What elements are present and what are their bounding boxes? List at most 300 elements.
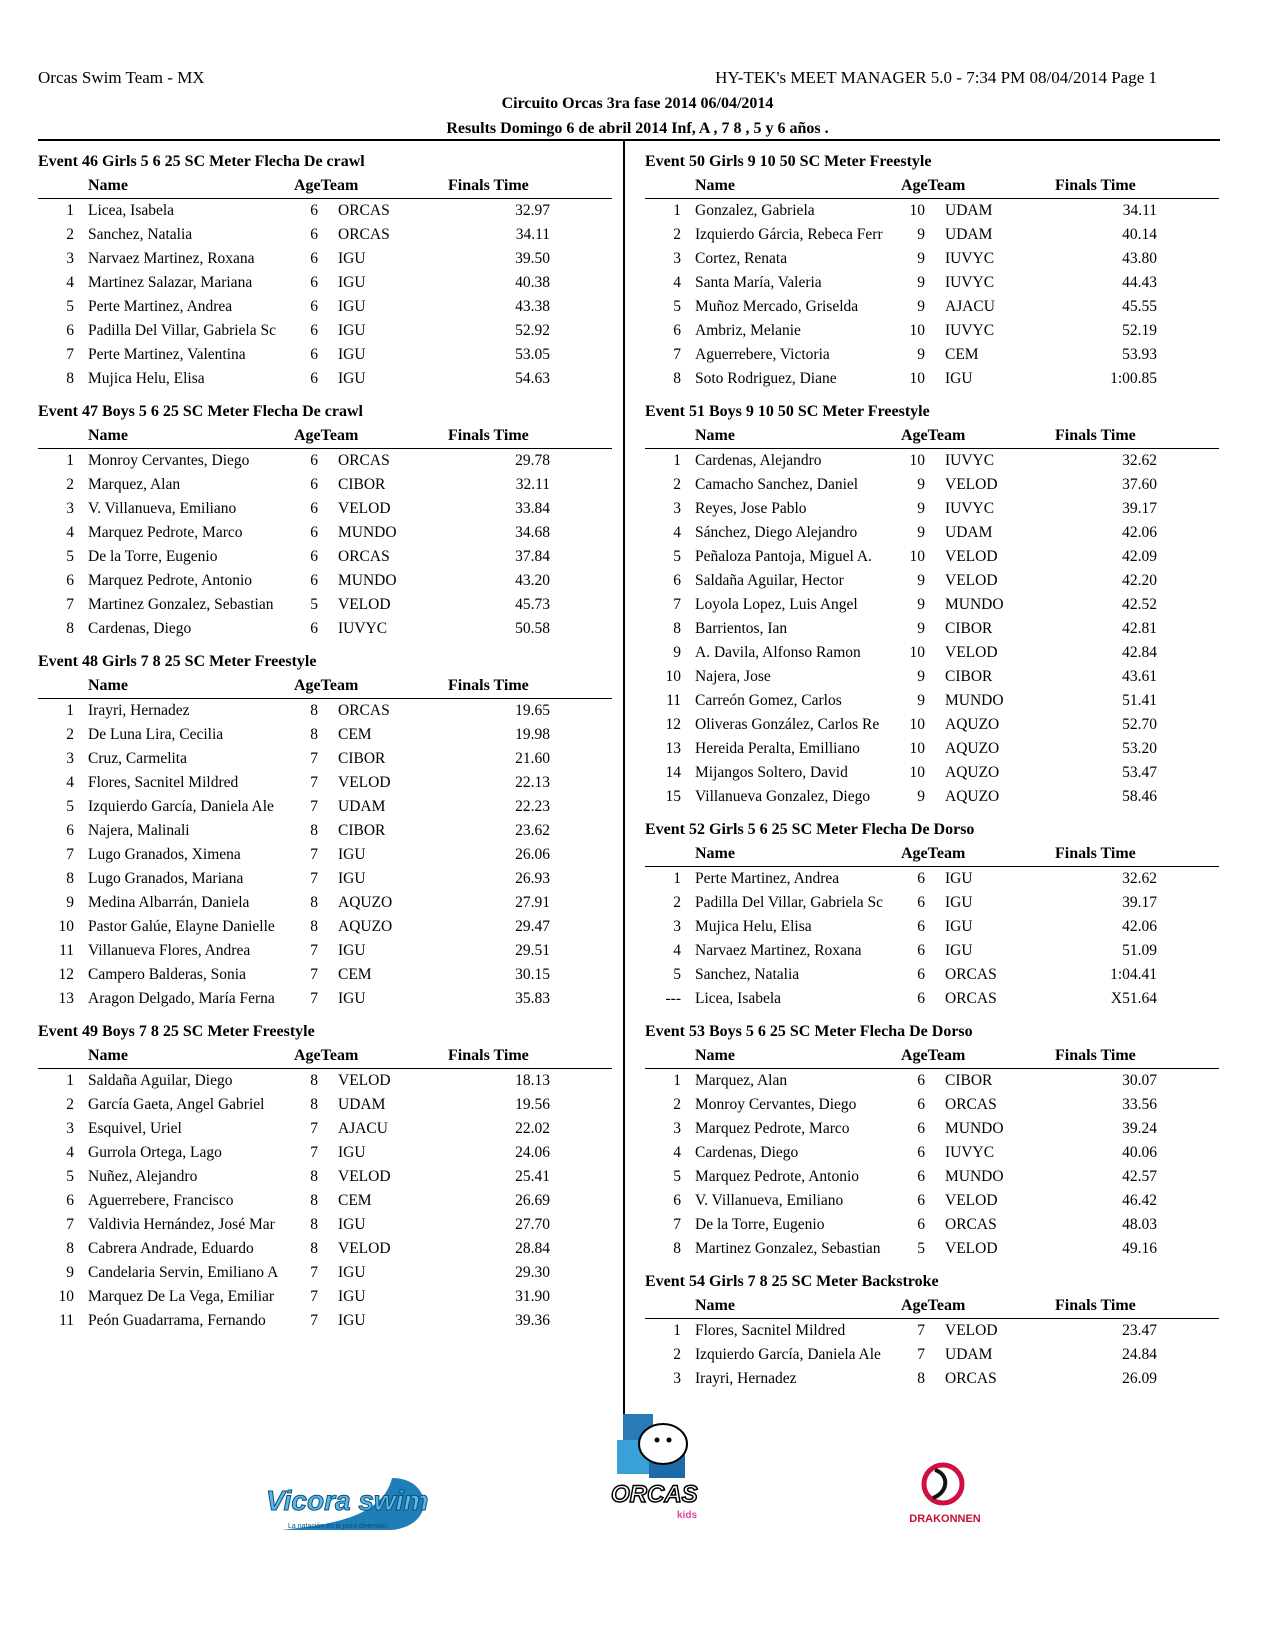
- result-row: [38, 819, 612, 843]
- age: 6: [310, 298, 318, 315]
- age: 6: [917, 1168, 925, 1185]
- result-row: [645, 521, 1219, 545]
- swimmer-name: Licea, Isabela: [695, 990, 782, 1007]
- place: 2: [673, 894, 681, 911]
- place: 7: [673, 596, 681, 613]
- place: 1: [673, 202, 681, 219]
- result-row: [38, 963, 612, 987]
- event-title: Event 50 Girls 9 10 50 SC Meter Freestyle: [645, 153, 932, 170]
- finals-time: 19.98: [515, 726, 550, 743]
- team: IGU: [338, 274, 366, 291]
- finals-time: 40.06: [1122, 1144, 1157, 1161]
- finals-time: 53.05: [515, 346, 550, 363]
- orca-mascot-icon: [639, 1424, 687, 1464]
- team: VELOD: [945, 644, 998, 661]
- age: 6: [310, 476, 318, 493]
- finals-time: 28.84: [515, 1240, 550, 1257]
- finals-time: 40.38: [515, 274, 550, 291]
- place: 6: [66, 822, 74, 839]
- swimmer-name: Monroy Cervantes, Diego: [88, 452, 250, 469]
- swimmer-name: Nuñez, Alejandro: [88, 1168, 198, 1185]
- age: 8: [310, 1072, 318, 1089]
- header-age-team: AgeTeam: [294, 427, 359, 444]
- place: 12: [665, 716, 681, 733]
- age: 9: [917, 226, 925, 243]
- finals-time: 34.68: [515, 524, 550, 541]
- finals-time: 32.11: [515, 476, 550, 493]
- column-divider: [623, 140, 625, 1452]
- finals-time: 37.60: [1122, 476, 1157, 493]
- place: 2: [66, 1096, 74, 1113]
- finals-time: 53.47: [1122, 764, 1157, 781]
- age: 7: [310, 1144, 318, 1161]
- age: 6: [917, 918, 925, 935]
- result-row: [645, 1141, 1219, 1165]
- finals-time: 42.57: [1122, 1168, 1157, 1185]
- event-block: [645, 818, 1219, 1011]
- team: AQUZO: [945, 740, 1000, 757]
- result-row: [645, 1093, 1219, 1117]
- swimmer-name: Sanchez, Natalia: [88, 226, 193, 243]
- finals-time: X51.64: [1110, 990, 1157, 1007]
- place: 7: [66, 596, 74, 613]
- team: ORCAS: [338, 452, 390, 469]
- age: 7: [310, 870, 318, 887]
- place: 5: [673, 298, 681, 315]
- finals-time: 43.20: [515, 572, 550, 589]
- event-title: Event 48 Girls 7 8 25 SC Meter Freestyle: [38, 653, 317, 670]
- swimmer-name: Hereida Peralta, Emilliano: [695, 740, 860, 757]
- result-row: [38, 771, 612, 795]
- place: 8: [66, 870, 74, 887]
- finals-time: 51.41: [1122, 692, 1157, 709]
- team: IGU: [338, 1264, 366, 1281]
- finals-time: 19.65: [515, 702, 550, 719]
- place: 6: [66, 322, 74, 339]
- finals-time: 23.62: [515, 822, 550, 839]
- header-name: Name: [695, 1047, 735, 1064]
- result-row: [645, 449, 1219, 473]
- result-row: [645, 737, 1219, 761]
- swimmer-name: Flores, Sacnitel Mildred: [88, 774, 239, 791]
- swimmer-name: Narvaez Martinez, Roxana: [695, 942, 862, 959]
- result-row: [38, 449, 612, 473]
- age: 6: [310, 226, 318, 243]
- event-block: [645, 1020, 1219, 1261]
- result-row: [645, 1213, 1219, 1237]
- place: 1: [673, 1072, 681, 1089]
- finals-time: 22.13: [515, 774, 550, 791]
- finals-time: 32.62: [1122, 870, 1157, 887]
- result-row: [38, 795, 612, 819]
- drakonnen-logo-text: DRAKONNEN: [909, 1513, 981, 1525]
- place: 2: [66, 226, 74, 243]
- swimmer-name: Peón Guadarrama, Fernando: [88, 1312, 266, 1329]
- age: 7: [310, 798, 318, 815]
- swimmer-name: Saldaña Aguilar, Diego: [88, 1072, 233, 1089]
- age: 6: [310, 620, 318, 637]
- team: IUVYC: [945, 1144, 995, 1161]
- team: MUNDO: [338, 524, 397, 541]
- header-age-team: AgeTeam: [901, 177, 966, 194]
- place: 15: [665, 788, 681, 805]
- event-title: Event 46 Girls 5 6 25 SC Meter Flecha De crawl: [38, 153, 365, 170]
- team: IUVYC: [945, 452, 995, 469]
- event-block: [645, 400, 1219, 809]
- finals-time: 31.90: [515, 1288, 550, 1305]
- team: CIBOR: [338, 476, 386, 493]
- result-row: [645, 1237, 1219, 1261]
- result-row: [645, 367, 1219, 391]
- event-title: Event 53 Boys 5 6 25 SC Meter Flecha De Dorso: [645, 1023, 973, 1040]
- header-name: Name: [695, 177, 735, 194]
- team: VELOD: [945, 548, 998, 565]
- age: 7: [310, 942, 318, 959]
- team: IUVYC: [945, 322, 995, 339]
- result-row: [645, 689, 1219, 713]
- report-team-name: Orcas Swim Team - MX: [38, 68, 205, 87]
- header-age-team: AgeTeam: [901, 1297, 966, 1314]
- team: AQUZO: [338, 918, 393, 935]
- finals-time: 42.81: [1122, 620, 1157, 637]
- age: 8: [310, 918, 318, 935]
- result-row: [38, 1165, 612, 1189]
- finals-time: 24.84: [1122, 1346, 1157, 1363]
- result-row: [38, 1141, 612, 1165]
- swimmer-name: Aguerrebere, Victoria: [695, 346, 830, 363]
- place: 14: [665, 764, 681, 781]
- result-row: [645, 891, 1219, 915]
- place: 4: [66, 274, 74, 291]
- team: VELOD: [945, 1240, 998, 1257]
- header-age-team: AgeTeam: [901, 1047, 966, 1064]
- header-age-team: AgeTeam: [901, 845, 966, 862]
- header-name: Name: [695, 427, 735, 444]
- age: 7: [310, 750, 318, 767]
- age: 6: [310, 500, 318, 517]
- swimmer-name: Marquez De La Vega, Emiliar: [88, 1288, 275, 1305]
- swimmer-name: Cardenas, Alejandro: [695, 452, 822, 469]
- team: IGU: [338, 846, 366, 863]
- age: 6: [310, 452, 318, 469]
- result-row: [38, 1069, 612, 1093]
- team: VELOD: [945, 476, 998, 493]
- result-row: [645, 343, 1219, 367]
- result-row: [38, 1213, 612, 1237]
- age: 9: [917, 298, 925, 315]
- header-age-team: AgeTeam: [901, 427, 966, 444]
- finals-time: 39.17: [1122, 500, 1157, 517]
- header-name: Name: [695, 1297, 735, 1314]
- result-row: [645, 199, 1219, 223]
- place: 8: [66, 370, 74, 387]
- team: AQUZO: [945, 764, 1000, 781]
- result-row: [645, 223, 1219, 247]
- event-block: [38, 150, 612, 391]
- place: 1: [66, 452, 74, 469]
- finals-time: 42.06: [1122, 918, 1157, 935]
- age: 8: [310, 894, 318, 911]
- swimmer-name: Reyes, Jose Pablo: [695, 500, 807, 517]
- swimmer-name: De Luna Lira, Cecilia: [88, 726, 224, 743]
- swimmer-name: Camacho Sanchez, Daniel: [695, 476, 859, 493]
- finals-time: 26.09: [1122, 1370, 1157, 1387]
- event-block: [38, 1020, 612, 1333]
- result-row: [38, 867, 612, 891]
- swimmer-name: De la Torre, Eugenio: [88, 548, 218, 565]
- team: CIBOR: [945, 1072, 993, 1089]
- orcas-logo: [605, 1410, 715, 1526]
- age: 6: [917, 1216, 925, 1233]
- header-name: Name: [88, 177, 128, 194]
- swimmer-name: Sánchez, Diego Alejandro: [695, 524, 858, 541]
- result-row: [645, 247, 1219, 271]
- finals-time: 21.60: [515, 750, 550, 767]
- age: 10: [909, 764, 925, 781]
- swimmer-name: Muñoz Mercado, Griselda: [695, 298, 859, 315]
- results-table-header: [645, 424, 1219, 449]
- finals-time: 33.84: [515, 500, 550, 517]
- swimmer-name: Lugo Granados, Mariana: [88, 870, 244, 887]
- age: 9: [917, 500, 925, 517]
- result-row: [38, 569, 612, 593]
- place: 5: [66, 798, 74, 815]
- vicora-tagline: La natación es la pura diversión: [288, 1523, 387, 1530]
- place: 9: [66, 1264, 74, 1281]
- team: CIBOR: [338, 750, 386, 767]
- age: 10: [909, 370, 925, 387]
- place: 6: [66, 572, 74, 589]
- swimmer-name: Medina Albarrán, Daniela: [88, 894, 250, 911]
- result-row: [645, 761, 1219, 785]
- age: 10: [909, 644, 925, 661]
- result-row: [645, 1117, 1219, 1141]
- team: IGU: [338, 1144, 366, 1161]
- swimmer-name: Santa María, Valeria: [695, 274, 822, 291]
- finals-time: 45.73: [515, 596, 550, 613]
- place: 2: [66, 726, 74, 743]
- swimmer-name: Irayri, Hernadez: [88, 702, 190, 719]
- vicora-logo-text: Vicora swim: [266, 1485, 429, 1516]
- place: 1: [66, 202, 74, 219]
- swimmer-name: Perte Martinez, Valentina: [88, 346, 246, 363]
- finals-time: 22.23: [515, 798, 550, 815]
- result-row: [38, 1189, 612, 1213]
- team: AQUZO: [945, 716, 1000, 733]
- finals-time: 1:00.85: [1110, 370, 1157, 387]
- team: CIBOR: [945, 620, 993, 637]
- team: VELOD: [338, 596, 391, 613]
- age: 6: [917, 990, 925, 1007]
- result-row: [645, 545, 1219, 569]
- finals-time: 43.80: [1122, 250, 1157, 267]
- age: 7: [310, 990, 318, 1007]
- swimmer-name: Candelaria Servin, Emiliano A: [88, 1264, 279, 1281]
- age: 8: [310, 702, 318, 719]
- place: 9: [66, 894, 74, 911]
- place: 8: [673, 370, 681, 387]
- swimmer-name: Esquivel, Uriel: [88, 1120, 182, 1137]
- age: 6: [310, 202, 318, 219]
- result-row: [645, 713, 1219, 737]
- place: 7: [673, 1216, 681, 1233]
- team: IGU: [338, 870, 366, 887]
- place: 4: [673, 524, 681, 541]
- swimmer-name: Marquez Pedrote, Marco: [695, 1120, 850, 1137]
- report-software-stamp: HY-TEK's MEET MANAGER 5.0 - 7:34 PM 08/04/2014 Page 1: [715, 68, 1157, 87]
- result-row: [38, 271, 612, 295]
- age: 6: [310, 548, 318, 565]
- result-row: [645, 593, 1219, 617]
- swimmer-name: Villanueva Flores, Andrea: [88, 942, 251, 959]
- place: 3: [66, 250, 74, 267]
- swimmer-name: Najera, Jose: [695, 668, 771, 685]
- age: 6: [917, 1144, 925, 1161]
- event-block: [38, 650, 612, 1011]
- team: UDAM: [945, 1346, 993, 1363]
- place: 5: [673, 966, 681, 983]
- result-row: [645, 617, 1219, 641]
- age: 6: [310, 346, 318, 363]
- place: ---: [665, 990, 681, 1007]
- swimmer-name: Marquez Pedrote, Antonio: [88, 572, 253, 589]
- finals-time: 18.13: [515, 1072, 550, 1089]
- place: 5: [66, 1168, 74, 1185]
- age: 7: [310, 966, 318, 983]
- place: 13: [665, 740, 681, 757]
- place: 3: [673, 1370, 681, 1387]
- header-finals-time: Finals Time: [448, 427, 529, 444]
- swimmer-name: Padilla Del Villar, Gabriela Sc: [88, 322, 276, 339]
- place: 12: [58, 966, 74, 983]
- results-table-header: [38, 674, 612, 699]
- place: 10: [58, 1288, 74, 1305]
- finals-time: 43.61: [1122, 668, 1157, 685]
- results-table-header: [645, 174, 1219, 199]
- swimmer-name: Cortez, Renata: [695, 250, 788, 267]
- team: IUVYC: [945, 500, 995, 517]
- swimmer-name: Narvaez Martinez, Roxana: [88, 250, 255, 267]
- team: IGU: [338, 370, 366, 387]
- team: ORCAS: [338, 548, 390, 565]
- result-row: [38, 319, 612, 343]
- age: 9: [917, 274, 925, 291]
- place: 3: [66, 750, 74, 767]
- swimmer-name: Najera, Malinali: [88, 822, 190, 839]
- place: 3: [66, 1120, 74, 1137]
- header-finals-time: Finals Time: [1055, 1297, 1136, 1314]
- swimmer-name: Cardenas, Diego: [88, 620, 192, 637]
- result-row: [645, 1343, 1219, 1367]
- header-name: Name: [88, 1047, 128, 1064]
- place: 4: [66, 524, 74, 541]
- result-row: [645, 963, 1219, 987]
- age: 8: [917, 1370, 925, 1387]
- team: UDAM: [338, 798, 386, 815]
- result-row: [38, 1117, 612, 1141]
- place: 2: [673, 476, 681, 493]
- header-age-team: AgeTeam: [294, 677, 359, 694]
- finals-time: 39.50: [515, 250, 550, 267]
- result-row: [645, 1069, 1219, 1093]
- place: 5: [673, 548, 681, 565]
- swimmer-name: Martinez Salazar, Mariana: [88, 274, 253, 291]
- team: CIBOR: [945, 668, 993, 685]
- team: VELOD: [338, 1168, 391, 1185]
- team: VELOD: [338, 1240, 391, 1257]
- team: IGU: [338, 346, 366, 363]
- place: 7: [66, 846, 74, 863]
- age: 9: [917, 620, 925, 637]
- team: AQUZO: [945, 788, 1000, 805]
- age: 6: [310, 370, 318, 387]
- age: 8: [310, 1168, 318, 1185]
- result-row: [645, 1165, 1219, 1189]
- age: 7: [310, 1288, 318, 1305]
- swimmer-name: Cruz, Carmelita: [88, 750, 187, 767]
- swimmer-name: V. Villanueva, Emiliano: [88, 500, 237, 517]
- team: ORCAS: [338, 202, 390, 219]
- team: MUNDO: [338, 572, 397, 589]
- team: AJACU: [945, 298, 995, 315]
- finals-time: 29.30: [515, 1264, 550, 1281]
- swimmer-name: A. Davila, Alfonso Ramon: [695, 644, 861, 661]
- finals-time: 29.78: [515, 452, 550, 469]
- place: 1: [673, 1322, 681, 1339]
- finals-time: 52.19: [1122, 322, 1157, 339]
- place: 3: [673, 250, 681, 267]
- header-finals-time: Finals Time: [1055, 845, 1136, 862]
- finals-time: 42.06: [1122, 524, 1157, 541]
- finals-time: 1:04.41: [1110, 966, 1157, 983]
- team: MUNDO: [945, 596, 1004, 613]
- finals-time: 42.52: [1122, 596, 1157, 613]
- results-table-header: [645, 842, 1219, 867]
- place: 8: [66, 620, 74, 637]
- swimmer-name: Saldaña Aguilar, Hector: [695, 572, 844, 589]
- finals-time: 53.93: [1122, 346, 1157, 363]
- header-finals-time: Finals Time: [1055, 177, 1136, 194]
- place: 3: [66, 500, 74, 517]
- team: ORCAS: [945, 1370, 997, 1387]
- age: 7: [310, 1312, 318, 1329]
- place: 4: [66, 774, 74, 791]
- place: 6: [66, 1192, 74, 1209]
- event-title: Event 49 Boys 7 8 25 SC Meter Freestyle: [38, 1023, 315, 1040]
- drakonnen-logo: [905, 1460, 985, 1532]
- place: 8: [673, 620, 681, 637]
- result-row: [645, 473, 1219, 497]
- swimmer-name: Cardenas, Diego: [695, 1144, 799, 1161]
- team: VELOD: [338, 774, 391, 791]
- age: 10: [909, 322, 925, 339]
- team: CEM: [945, 346, 979, 363]
- place: 1: [673, 452, 681, 469]
- swimmer-name: Gurrola Ortega, Lago: [88, 1144, 222, 1161]
- result-row: [38, 223, 612, 247]
- swimmer-name: Padilla Del Villar, Gabriela Sc: [695, 894, 883, 911]
- swimmer-name: Perte Martinez, Andrea: [695, 870, 840, 887]
- place: 6: [673, 322, 681, 339]
- finals-time: 58.46: [1122, 788, 1157, 805]
- header-age-team: AgeTeam: [294, 177, 359, 194]
- place: 2: [66, 476, 74, 493]
- result-row: [645, 569, 1219, 593]
- age: 6: [917, 870, 925, 887]
- place: 7: [66, 346, 74, 363]
- finals-time: 46.42: [1122, 1192, 1157, 1209]
- team: IGU: [338, 298, 366, 315]
